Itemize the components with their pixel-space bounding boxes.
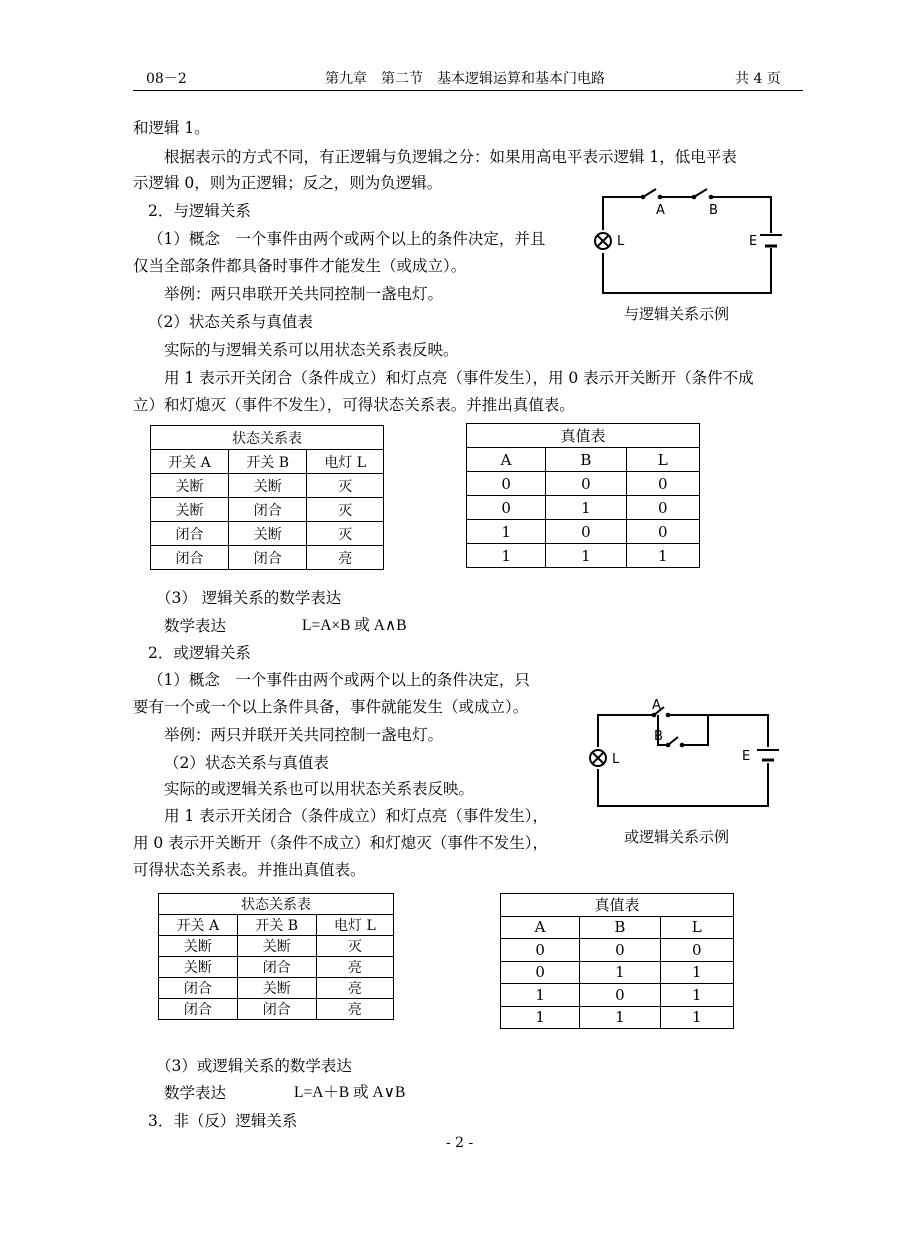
battery-label: E [742, 749, 751, 764]
table-header-row [151, 450, 384, 474]
table-cell: 0 [580, 984, 660, 1007]
table-cell: 闭合 [229, 546, 307, 570]
table-title-row [159, 894, 394, 915]
table-row [501, 961, 734, 984]
table-cell: 0 [501, 939, 580, 962]
paragraph-line: 实际的与逻辑关系可以用状态关系表反映。 [164, 341, 459, 359]
and-diagram-caption: 与逻辑关系示例 [624, 305, 730, 323]
table-header-row [501, 916, 734, 939]
column-header: L [626, 448, 699, 472]
table-cell: 亮 [316, 999, 393, 1020]
paragraph-line: 用 1 表示开关闭合（条件成立）和灯点亮（事件发生）， [164, 807, 548, 825]
paragraph-line: 仅当全部条件都具备时事件才能发生（或成立）。 [133, 257, 467, 275]
column-header: L [660, 916, 733, 939]
page-number: - 2 - [446, 1135, 474, 1151]
table-cell: 闭合 [237, 999, 316, 1020]
table-cell: 0 [626, 472, 699, 496]
table-cell: 闭合 [229, 498, 307, 522]
table-cell: 关断 [159, 936, 238, 957]
paragraph-line: （1）概念 一个事件由两个或两个以上的条件决定，并且 [148, 230, 546, 248]
table-cell: 1 [546, 544, 626, 568]
table-cell: 1 [467, 520, 546, 544]
paragraph-line: 和逻辑 1。 [133, 119, 210, 137]
paragraph-line: （1）概念 一个事件由两个或两个以上的条件决定，只 [148, 671, 530, 689]
expression-label: 数学表达 [164, 1084, 227, 1102]
table-cell: 0 [546, 520, 626, 544]
and-truth-table [466, 423, 700, 568]
table-cell: 1 [660, 961, 733, 984]
table-row [467, 472, 700, 496]
table-cell: 0 [660, 939, 733, 962]
table-row [159, 978, 394, 999]
table-row [151, 522, 384, 546]
table-cell: 1 [660, 984, 733, 1007]
paragraph-line: 要有一个或一个以上条件具备，事件就能发生（或成立）。 [133, 698, 529, 716]
switch-b-label: B [654, 729, 663, 744]
paragraph-line: 用 1 表示开关闭合（条件成立）和灯点亮（事件发生），用 0 表示开关断开（条件不成 [164, 369, 754, 387]
table-cell: 关断 [229, 522, 307, 546]
table-cell: 关断 [229, 474, 307, 498]
table-cell: 关断 [237, 936, 316, 957]
table-row [159, 957, 394, 978]
paragraph-line: 示逻辑 0，则为正逻辑；反之，则为负逻辑。 [133, 174, 443, 192]
column-header: 电灯 L [316, 915, 393, 936]
table-row [467, 520, 700, 544]
header-rule [133, 90, 803, 91]
expression-label: 数学表达 [164, 617, 227, 635]
header-left: 08－2 [146, 71, 187, 87]
header-page-count: 共 4 页 [735, 71, 781, 87]
table-cell: 关断 [159, 957, 238, 978]
table-cell: 灭 [307, 474, 384, 498]
table-row [159, 936, 394, 957]
header-title: 第九章 第二节 基本逻辑运算和基本门电路 [325, 71, 605, 87]
table-row [467, 544, 700, 568]
table-title-row [501, 894, 734, 917]
column-header: 开关 A [159, 915, 238, 936]
table-cell: 亮 [307, 546, 384, 570]
column-header: B [546, 448, 626, 472]
table-cell: 关断 [151, 474, 229, 498]
table-cell: 亮 [316, 957, 393, 978]
paragraph-line: 根据表示的方式不同，有正逻辑与负逻辑之分：如果用高电平表示逻辑 1，低电平表 [164, 148, 737, 166]
table-cell: 1 [580, 1006, 660, 1029]
or-truth-table [500, 893, 734, 1029]
table-row [501, 939, 734, 962]
table-cell: 闭合 [151, 546, 229, 570]
column-header: 开关 B [237, 915, 316, 936]
table-title-row [151, 426, 384, 450]
column-header: 开关 B [229, 450, 307, 474]
paragraph-line: 用 0 表示开关断开（条件不成立）和灯熄灭（事件不发生）， [133, 834, 548, 852]
table-row [151, 474, 384, 498]
table-row [501, 1006, 734, 1029]
column-header: A [467, 448, 546, 472]
table-cell: 0 [626, 520, 699, 544]
table-cell: 闭合 [159, 999, 238, 1020]
table-cell: 闭合 [159, 978, 238, 999]
battery-label: E [749, 234, 758, 249]
subheading: （2）状态关系与真值表 [164, 754, 329, 772]
table-cell: 1 [580, 961, 660, 984]
table-row [151, 498, 384, 522]
table-row [159, 999, 394, 1020]
table-cell: 0 [467, 472, 546, 496]
section-heading-or: 2．或逻辑关系 [148, 644, 251, 662]
column-header: 电灯 L [307, 450, 384, 474]
section-heading-and: 2．与逻辑关系 [148, 202, 251, 220]
table-cell: 1 [626, 544, 699, 568]
switch-a-label: A [656, 203, 665, 218]
subheading: （2）状态关系与真值表 [148, 313, 313, 331]
table-row [501, 984, 734, 1007]
table-header-row [159, 915, 394, 936]
table-cell: 闭合 [151, 522, 229, 546]
column-header: A [501, 916, 580, 939]
subheading: （3） 逻辑关系的数学表达 [156, 589, 342, 607]
or-diagram-caption: 或逻辑关系示例 [624, 828, 730, 846]
table-title: 真值表 [501, 894, 734, 917]
and-expression: L=A×B 或 A∧B [302, 617, 407, 634]
table-title: 真值表 [467, 424, 700, 448]
table-cell: 1 [660, 1006, 733, 1029]
table-cell: 亮 [316, 978, 393, 999]
paragraph-line: 可得状态关系表。并推出真值表。 [133, 861, 366, 879]
paragraph-line: 举例：两只串联开关共同控制一盏电灯。 [164, 285, 444, 303]
table-cell: 灭 [307, 498, 384, 522]
lamp-label: L [617, 234, 625, 249]
table-title: 状态关系表 [151, 426, 384, 450]
table-cell: 闭合 [237, 957, 316, 978]
or-expression: L=A＋B 或 A∨B [294, 1084, 406, 1101]
column-header: 开关 A [151, 450, 229, 474]
table-title-row [467, 424, 700, 448]
column-header: B [580, 916, 660, 939]
switch-b-label: B [709, 203, 718, 218]
paragraph-line: 立）和灯熄灭（事件不发生），可得状态关系表。并推出真值表。 [133, 396, 575, 414]
table-cell: 0 [580, 939, 660, 962]
table-cell: 0 [467, 496, 546, 520]
table-cell: 1 [467, 544, 546, 568]
subheading: （3）或逻辑关系的数学表达 [156, 1057, 352, 1075]
table-cell: 1 [546, 496, 626, 520]
table-cell: 0 [626, 496, 699, 520]
table-row [467, 496, 700, 520]
table-cell: 1 [501, 984, 580, 1007]
table-cell: 关断 [237, 978, 316, 999]
or-state-table [158, 893, 394, 1020]
and-state-table [150, 425, 384, 570]
paragraph-line: 实际的或逻辑关系也可以用状态关系表反映。 [164, 780, 475, 798]
switch-a-label: A [652, 698, 661, 713]
section-heading-not: 3．非（反）逻辑关系 [148, 1112, 298, 1130]
table-cell: 灭 [316, 936, 393, 957]
table-cell: 1 [501, 1006, 580, 1029]
or-circuit-diagram [584, 690, 794, 820]
table-cell: 0 [501, 961, 580, 984]
table-title: 状态关系表 [159, 894, 394, 915]
lamp-label: L [612, 752, 620, 767]
paragraph-line: 举例：两只并联开关共同控制一盏电灯。 [164, 726, 444, 744]
table-cell: 0 [546, 472, 626, 496]
table-header-row [467, 448, 700, 472]
table-cell: 关断 [151, 498, 229, 522]
table-cell: 灭 [307, 522, 384, 546]
table-row [151, 546, 384, 570]
